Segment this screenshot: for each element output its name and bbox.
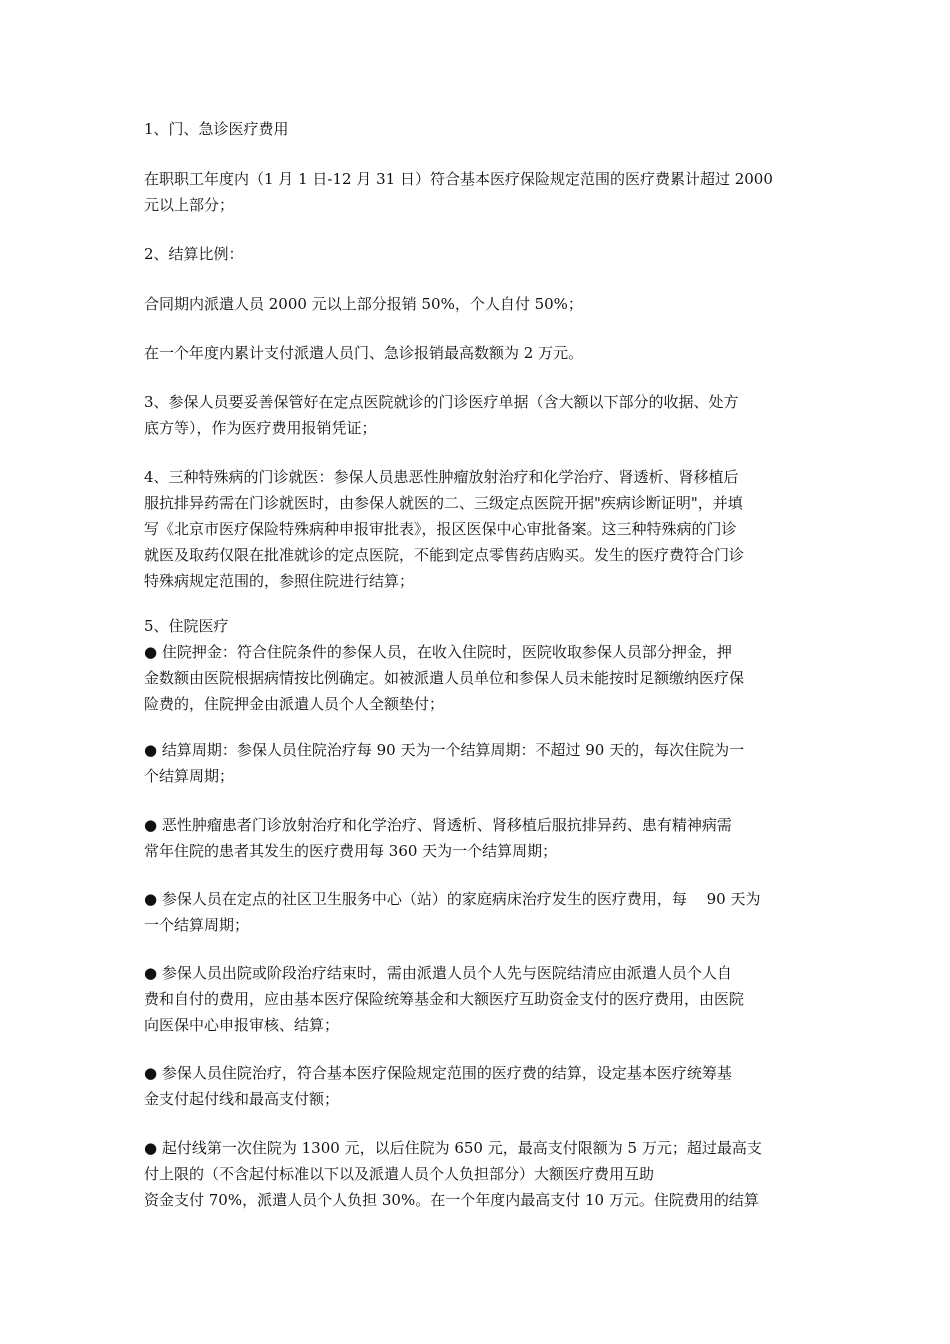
bullet-line: ● 恶性肿瘤患者门诊放射治疗和化学治疗、肾透析、肾移植后服抗排异药、患有精神病需: [144, 816, 732, 834]
bullet-line: ● 参保人员在定点的社区卫生服务中心（站）的家庭病床治疗发生的医疗费用，每 90 天为: [144, 890, 761, 908]
paragraph-13: [144, 1060, 814, 1112]
paragraph-line: 特殊病规定范围的，参照住院进行结算；: [144, 572, 415, 590]
paragraph-line: 1、门、急诊医疗费用: [144, 120, 289, 138]
paragraph-line: 一个结算周期；: [144, 916, 250, 934]
paragraph-line: 5、住院医疗: [144, 617, 229, 635]
paragraph-2: [144, 166, 814, 218]
paragraph-line: 金数额由医院根据病情按比例确定。如被派遣人员单位和参保人员未能按时足额缴纳医疗保: [144, 669, 745, 687]
paragraph-6: [144, 389, 814, 441]
paragraph-12: [144, 960, 814, 1038]
paragraph-line: 付上限的（不含起付标准以下以及派遣人员个人负担部分）大额医疗费用互助: [144, 1165, 655, 1183]
paragraph-1: [144, 116, 814, 142]
paragraph-line: 元以上部分；: [144, 196, 235, 214]
paragraph-line: 金支付起付线和最高支付额；: [144, 1090, 340, 1108]
paragraph-line: 常年住院的患者其发生的医疗费用每 360 天为一个结算周期；: [144, 842, 558, 860]
paragraph-8: [144, 613, 814, 717]
paragraph-14: [144, 1135, 814, 1213]
paragraph-line: 险费的，住院押金由派遣人员个人全额垫付；: [144, 695, 445, 713]
paragraph-line: 资金支付 70%，派遣人员个人负担 30%。在一个年度内最高支付 10 万元。住院费用的结算: [144, 1191, 759, 1209]
paragraph-line: 费和自付的费用，应由基本医疗保险统筹基金和大额医疗互助资金支付的医疗费用，由医院: [144, 990, 745, 1008]
bullet-line: ● 起付线第一次住院为 1300 元，以后住院为 650 元，最高支付限额为 5 万元；超过最高支: [144, 1139, 762, 1157]
paragraph-line: 写《北京市医疗保险特殊病种申报审批表》，报区医保中心审批备案。这三种特殊病的门诊: [144, 520, 737, 538]
bullet-line: ● 住院押金：符合住院条件的参保人员，在收入住院时，医院收取参保人员部分押金，押: [144, 643, 732, 661]
paragraph-4: [144, 291, 814, 317]
paragraph-9: [144, 737, 814, 789]
paragraph-line: 就医及取药仅限在批准就诊的定点医院，不能到定点零售药店购买。发生的医疗费符合门诊: [144, 546, 745, 564]
paragraph-line: 服抗排异药需在门诊就医时，由参保人就医的二、三级定点医院开据"疾病诊断证明"，并填: [144, 494, 743, 512]
paragraph-3: [144, 241, 814, 267]
paragraph-line: 合同期内派遣人员 2000 元以上部分报销 50%，个人自付 50%；: [144, 295, 583, 313]
bullet-line: ● 参保人员出院或阶段治疗结束时，需由派遣人员个人先与医院结清应由派遣人员个人自: [144, 964, 732, 982]
paragraph-line: 3、参保人员要妥善保管好在定点医院就诊的门诊医疗单据（含大额以下部分的收据、处方: [144, 393, 739, 411]
paragraph-line: 在一个年度内累计支付派遣人员门、急诊报销最高数额为 2 万元。: [144, 344, 584, 362]
paragraph-line: 向医保中心申报审核、结算；: [144, 1016, 340, 1034]
paragraph-10: [144, 812, 814, 864]
paragraph-line: 2、结算比例：: [144, 245, 244, 263]
paragraph-line: 个结算周期；: [144, 767, 235, 785]
paragraph-5: [144, 340, 814, 366]
paragraph-line: 在职职工年度内（1 月 1 日-12 月 31 日）符合基本医疗保险规定范围的医疗费累计超过 2000: [144, 170, 773, 188]
bullet-line: ● 结算周期：参保人员住院治疗每 90 天为一个结算周期：不超过 90 天的，每次住院为一: [144, 741, 745, 759]
paragraph-line: 4、三种特殊病的门诊就医：参保人员患恶性肿瘤放射治疗和化学治疗、肾透析、肾移植后: [144, 468, 739, 486]
paragraph-11: [144, 886, 814, 938]
bullet-line: ● 参保人员住院治疗，符合基本医疗保险规定范围的医疗费的结算，设定基本医疗统筹基: [144, 1064, 732, 1082]
paragraph-7: [144, 464, 814, 594]
paragraph-line: 底方等），作为医疗费用报销凭证；: [144, 419, 377, 437]
